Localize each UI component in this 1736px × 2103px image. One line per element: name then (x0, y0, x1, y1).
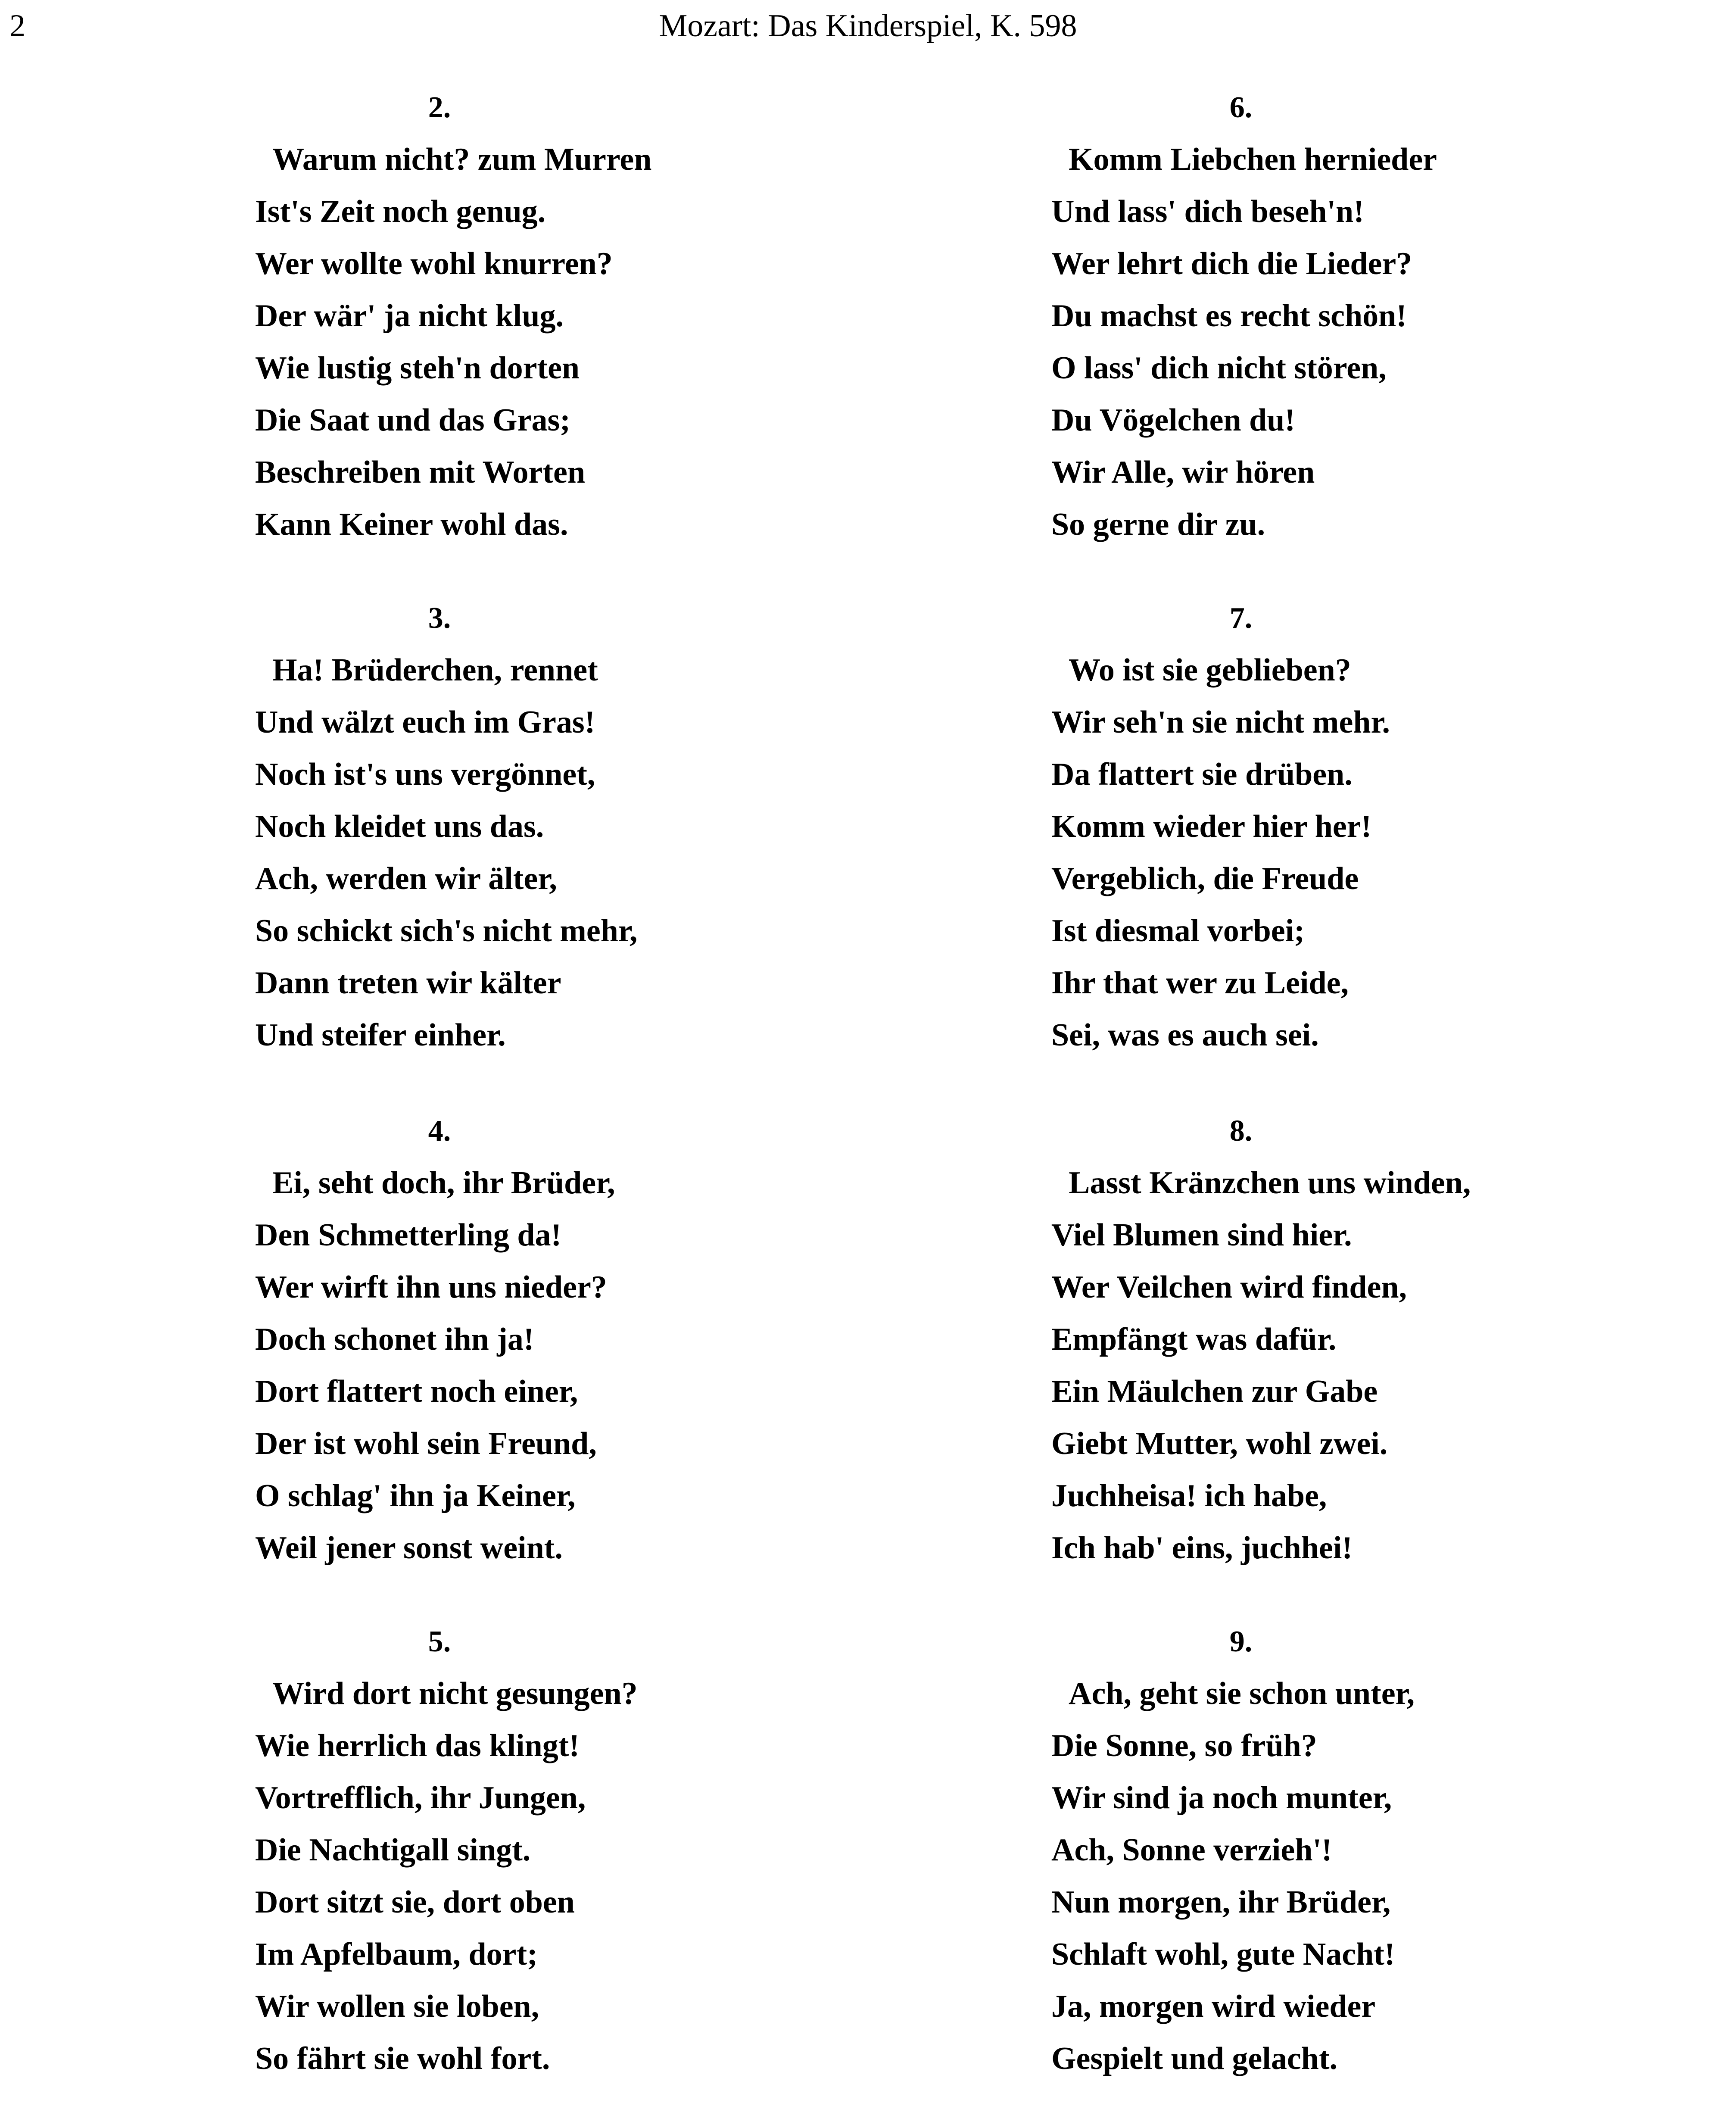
verse-number: 8. (1229, 1114, 1253, 1148)
verse-line: Viel Blumen sind hier. (1051, 1217, 1352, 1253)
verse-line: Und steifer einher. (255, 1017, 506, 1053)
verse-line: Wer wollte wohl knurren? (255, 246, 613, 281)
verse-line: Den Schmetterling da! (255, 1217, 562, 1253)
verse-number: 6. (1229, 91, 1253, 124)
verse-line: Lasst Kränzchen uns winden, (1069, 1165, 1471, 1201)
verse-line: Dort flattert noch einer, (255, 1374, 578, 1409)
verse-line: Komm Liebchen hernieder (1069, 142, 1437, 177)
verse-line: Ha! Brüderchen, rennet (272, 652, 598, 688)
verse-line: Vortrefflich, ihr Jungen, (255, 1780, 586, 1816)
verse-number: 4. (428, 1114, 451, 1148)
verse-line: Ach, geht sie schon unter, (1069, 1676, 1415, 1711)
verse-line: Wir wollen sie loben, (255, 1989, 539, 2024)
verse-line: Und lass' dich beseh'n! (1051, 194, 1364, 229)
verse-line: Vergeblich, die Freude (1051, 861, 1359, 896)
verse-line: So schickt sich's nicht mehr, (255, 913, 638, 949)
verse-line: Noch kleidet uns das. (255, 809, 544, 844)
verse-line: Wie lustig steh'n dorten (255, 350, 580, 386)
page-header-title: Mozart: Das Kinderspiel, K. 598 (659, 8, 1077, 44)
verse-line: Ach, werden wir älter, (255, 861, 557, 896)
verse-line: Im Apfelbaum, dort; (255, 1937, 538, 1972)
verse-line: Und wälzt euch im Gras! (255, 705, 595, 740)
verse-line: Doch schonet ihn ja! (255, 1322, 534, 1357)
verse-line: Die Saat und das Gras; (255, 403, 570, 438)
verse-line: Wir seh'n sie nicht mehr. (1051, 705, 1390, 740)
verse-line: Ich hab' eins, juchhei! (1051, 1530, 1353, 1566)
verse-line: Dort sitzt sie, dort oben (255, 1885, 575, 1920)
verse-line: O schlag' ihn ja Keiner, (255, 1478, 576, 1513)
verse-line: Empfängt was dafür. (1051, 1322, 1337, 1357)
verse-line: Ei, seht doch, ihr Brüder, (272, 1165, 615, 1201)
verse-line: Wird dort nicht gesungen? (272, 1676, 638, 1711)
verse-line: Giebt Mutter, wohl zwei. (1051, 1426, 1388, 1461)
verse-line: Komm wieder hier her! (1051, 809, 1372, 844)
verse-line: Ist diesmal vorbei; (1051, 913, 1305, 949)
verse-line: Wer wirft ihn uns nieder? (255, 1270, 607, 1305)
verse-line: Wer lehrt dich die Lieder? (1051, 246, 1412, 281)
verse-number: 5. (428, 1625, 451, 1658)
verse-line: Noch ist's uns vergönnet, (255, 757, 595, 792)
verse-line: Der wär' ja nicht klug. (255, 298, 564, 334)
verse-line: Da flattert sie drüben. (1051, 757, 1353, 792)
verse-line: Ihr that wer zu Leide, (1051, 965, 1349, 1001)
verse-number: 9. (1229, 1625, 1253, 1658)
verse-line: Juchheisa! ich habe, (1051, 1478, 1327, 1513)
verse-line: Du Vögelchen du! (1051, 403, 1296, 438)
verse-number: 2. (428, 91, 451, 124)
verse-line: Sei, was es auch sei. (1051, 1017, 1319, 1053)
verse-line: Nun morgen, ihr Brüder, (1051, 1885, 1391, 1920)
verse-number: 7. (1229, 602, 1253, 635)
verse-line: Wo ist sie geblieben? (1069, 652, 1351, 688)
verse-line: Wie herrlich das klingt! (255, 1728, 580, 1763)
verse-line: Beschreiben mit Worten (255, 455, 585, 490)
verse-line: Wir Alle, wir hören (1051, 455, 1315, 490)
verse-line: Dann treten wir kälter (255, 965, 561, 1001)
verse-line: Du machst es recht schön! (1051, 298, 1407, 334)
verse-line: So fährt sie wohl fort. (255, 2041, 550, 2076)
verse-line: Ist's Zeit noch genug. (255, 194, 546, 229)
verse-line: Der ist wohl sein Freund, (255, 1426, 597, 1461)
verse-line: Ja, morgen wird wieder (1051, 1989, 1376, 2024)
verse-line: Wer Veilchen wird finden, (1051, 1270, 1407, 1305)
verse-line: Ein Mäulchen zur Gabe (1051, 1374, 1378, 1409)
verse-line: Kann Keiner wohl das. (255, 507, 568, 542)
verse-line: Gespielt und gelacht. (1051, 2041, 1337, 2076)
verse-line: Die Nachtigall singt. (255, 1832, 531, 1868)
verse-line: So gerne dir zu. (1051, 507, 1265, 542)
verse-line: Schlaft wohl, gute Nacht! (1051, 1937, 1395, 1972)
verse-number: 3. (428, 602, 451, 635)
verse-line: Weil jener sonst weint. (255, 1530, 563, 1566)
verse-line: Die Sonne, so früh? (1051, 1728, 1317, 1763)
verse-line: Wir sind ja noch munter, (1051, 1780, 1392, 1816)
verse-line: Warum nicht? zum Murren (272, 142, 652, 177)
page-number: 2 (9, 8, 25, 44)
verse-line: O lass' dich nicht stören, (1051, 350, 1387, 386)
verse-line: Ach, Sonne verzieh'! (1051, 1832, 1332, 1868)
